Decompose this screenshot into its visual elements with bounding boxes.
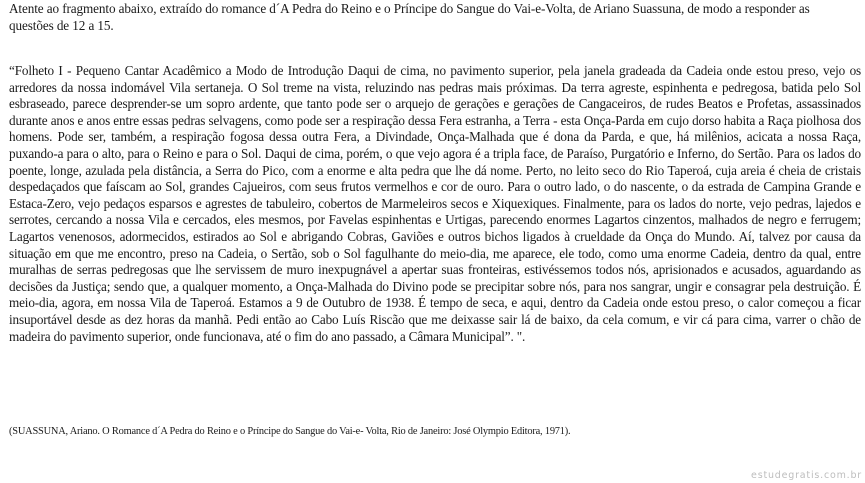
site-watermark: estudegratis.com.br [751, 470, 862, 481]
source-citation: (SUASSUNA, Ariano. O Romance d´A Pedra do Reino e o Príncipe do Sangue do Vai-e- Volta, Rio de Janeiro: José Olympio Editora, 1971). [9, 426, 571, 437]
intro-instruction: Atente ao fragmento abaixo, extraído do romance d´A Pedra do Reino e o Príncipe do Sangue do Vai-e-Volta, de Ariano Suassuna, de modo a responder as questões de 12 a 15. [9, 1, 810, 33]
novel-excerpt: “Folheto I - Pequeno Cantar Acadêmico a Modo de Introdução Daqui de cima, no pavimento superior, pela janela gradeada da Cadeia onde estou preso, vejo os arredores da nossa indomável Vila sertaneja. O Sol treme na vista, reluzindo nas pedras mais próximas. Da terra agreste, espinhenta e pedregosa, batida pelo Sol esbraseado, parece desprender-se um sopro ardente, que tanto pode ser o arquejo de gerações e gerações de Cangaceiros, de rudes Beatos e Profetas, assassinados durante anos e anos entre essas pedras selvagens, como pode ser a respiração dessa Fera estranha, a Terra - esta Onça-Parda em cujo dorso habita a Raça piolhosa dos homens. Pode ser, também, a respiração fogosa dessa outra Fera, a Divindade, Onça-Malhada que é dona da Parda, e que, há milênios, acicata a nossa Raça, puxando-a para o alto, para o Reino e para o Sol. Daqui de cima, porém, o que vejo agora é a tripla face, de Paraíso, Purgatório e Inferno, do Sertão. Para os lados do poente, longe, azulada pela distância, a Serra do Pico, com a enorme e alta pedra que lhe dá nome. Perto, no leito seco do Rio Taperoá, cuja areia é cheia de cristais despedaçados que faíscam ao Sol, grandes Cajueiros, com seus frutos vermelhos e cor de ouro. Para o outro lado, o do nascente, o da estrada de Campina Grande e Estaca-Zero, vejo pedaços esparsos e agrestes de tabuleiro, cobertos de Marmeleiros secos e Xiquexiques. Finalmente, para os lados do norte, vejo pedras, lajedos e serrotes, cercando a nossa Vila e cercados, eles mesmos, por Favelas espinhentas e Urtigas, parecendo enormes Lagartos cinzentos, malhados de negro e ferrugem; Lagartos venenosos, adormecidos, estirados ao Sol e abrigando Cobras, Gaviões e outros bichos ligados à crueldade da Onça do Mundo. Aí, talvez por causa da situação em que me encontro, preso na Cadeia, o Sertão, sob o Sol fagulhante do meio-dia, me aparece, ele todo, como uma enorme Cadeia, dentro da qual, entre muralhas de serras pedregosas que lhe servissem de muro inexpugnável a apertar suas fronteiras, estivéssemos todos nós, aprisionados e acusados, aguardando as decisões da Justiça; sendo que, a qualquer momento, a Onça-Malhada do Divino pode se precipitar sobre nós, para nos sangrar, ungir e consagrar pela destruição. É meio-dia, agora, em nossa Vila de Taperoá. Estamos a 9 de Outubro de 1938. É tempo de seca, e aqui, dentro da Cadeia onde estou preso, o calor começou a ficar insuportável desde as dez horas da manhã. Pedi então ao Cabo Luís Riscão que me deixasse sair lá de baixo, da cela comum, e vir cá para cima, varrer o chão de madeira do pavimento superior, onde funcionava, até o fim do ano passado, a Câmara Municipal”. ". [9, 63, 861, 344]
